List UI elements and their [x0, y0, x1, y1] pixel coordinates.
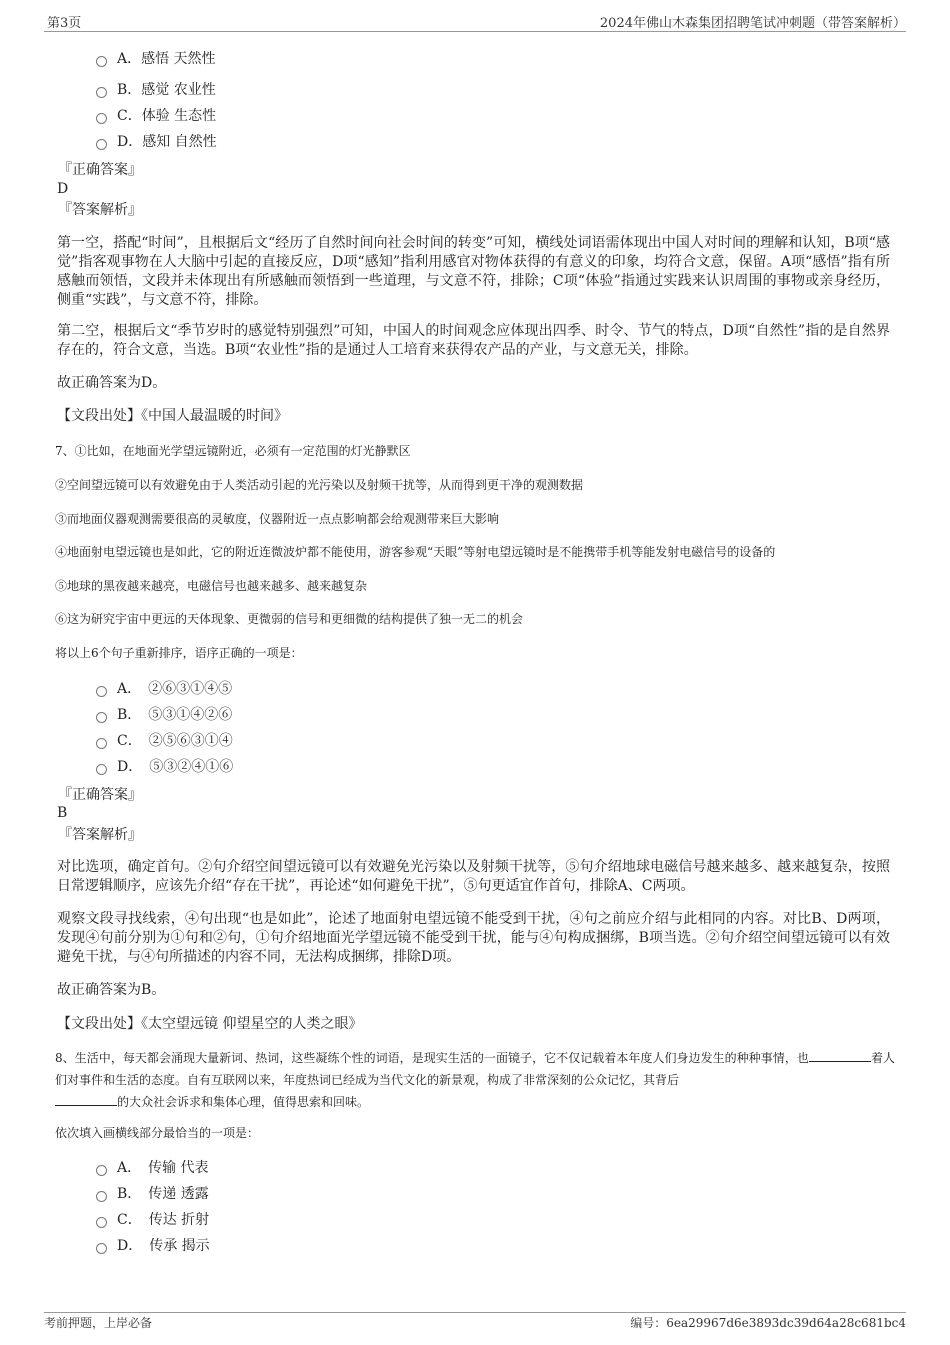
q7-sentence-3: ③而地面仪器观测需要很高的灵敏度，仪器附近一点点影响都会给观测带来巨大影响 — [55, 512, 500, 526]
q7-answer: B — [57, 805, 68, 821]
q7-sentence-6: ⑥这为研究宇宙中更远的天体现象、更微弱的信号和更细微的结构提供了独一无二的机会 — [55, 612, 524, 626]
q6-option-c[interactable] — [96, 107, 216, 125]
q7-source: 【文段出处】《太空望远镜 仰望星空的人类之眼》 — [57, 1016, 363, 1032]
q8-option-c[interactable] — [96, 1211, 209, 1229]
option-label: B． 传递 透露 — [117, 1186, 209, 1202]
q7-option-d[interactable] — [96, 758, 233, 776]
option-label: A．感悟 天然性 — [117, 51, 216, 67]
option-label: D．感知 自然性 — [117, 134, 217, 150]
option-label: D． ⑤③②④①⑥ — [117, 759, 234, 775]
q7-sentence-1: 7、①比如，在地面光学望远镜附近，必须有一定范围的灯光静默区 — [55, 444, 411, 458]
q7-prompt: 将以上6个句子重新排序，语序正确的一项是： — [55, 646, 303, 660]
radio-icon[interactable] — [96, 113, 107, 124]
q7-sentence-2: ②空间望远镜可以有效避免由于人类活动引起的光污染以及射频干扰等，从而得到更干净的观测数据 — [55, 478, 584, 492]
q7-sentence-4: ④地面射电望远镜也是如此，它的附近连微波炉都不能使用，游客参观“天眼”等射电望远镜时是不能携带手机等能发射电磁信号的设备的 — [55, 545, 776, 559]
q8-text-part-1: 8、生活中，每天都会涌现大量新词、热词，这些凝练个性的词语，是现实生活的一面镜子，它不仅记载着本年度人们身边发生的种种事情，也 — [55, 1051, 809, 1065]
q8-prompt: 依次填入画横线部分最恰当的一项是： — [55, 1126, 260, 1140]
document-id: 编号：6ea29967d6e3893dc39d64a28c681bc4 — [630, 1316, 906, 1330]
q7-answer-label: 『正确答案』 — [58, 787, 142, 803]
q6-option-a[interactable] — [96, 50, 216, 68]
option-label: A． ②⑥③①④⑤ — [117, 681, 233, 697]
header-divider — [44, 31, 906, 32]
option-label: B．感觉 农业性 — [117, 82, 216, 98]
q8-text-part-2: 着人们对事件和生活的态度。自有互联网以来，年度热词已经成为当代文化的新景观，构成了非常深刻的公众记忆，其背后 — [55, 1051, 895, 1087]
q7-analysis-para-2: 观察文段寻找线索，④句出现“也是如此”，论述了地面射电望远镜不能受到干扰，④句之前应介绍与此相同的内容。对比B、D两项，发现④句前分别为①句和②句，①句介绍地面光学望远镜不能受到干扰，能与④句构成捆绑，B项当选。②句介绍空间望远镜可以有效避免干扰，与④句所描述的内容不同，无法构成捆绑，排除D项。 — [57, 911, 890, 965]
q7-option-b[interactable] — [96, 706, 232, 724]
document-title: 2024年佛山木森集团招聘笔试冲刺题（带答案解析） — [599, 16, 906, 31]
radio-icon[interactable] — [96, 1191, 107, 1202]
q6-option-d[interactable] — [96, 133, 217, 151]
q8-question-text — [55, 1047, 895, 1113]
footer-slogan: 考前押题，上岸必备 — [44, 1316, 153, 1330]
q6-option-b[interactable] — [96, 81, 216, 99]
radio-icon[interactable] — [96, 139, 107, 150]
radio-icon[interactable] — [96, 1165, 107, 1176]
q6-analysis-para-1: 第一空，搭配“时间”，且根据后文“经历了自然时间向社会时间的转变”可知，横线处词语需体现出中国人对时间的理解和认知，B项“感觉”指客观事物在人大脑中引起的直接反应，D项“感知”指利用感官对物体获得的有意义的印象，均符合文意，保留。A项“感悟”指有所感触而领悟，文段并未体现出有所感触而领悟到一些道理，与文意不符，排除；C项“体验”指通过实践来认识周围的事物或亲身经历，侧重“实践”，与文意不符，排除。 — [57, 235, 890, 308]
radio-icon[interactable] — [96, 56, 107, 67]
page-number: 第3页 — [47, 16, 82, 31]
q7-option-a[interactable] — [96, 680, 232, 698]
q7-conclusion: 故正确答案为B。 — [57, 982, 166, 998]
footer-divider — [44, 1312, 906, 1313]
option-label: C． 传达 折射 — [117, 1212, 210, 1228]
q7-option-c[interactable] — [96, 732, 233, 750]
q8-option-b[interactable] — [96, 1185, 209, 1203]
q6-answer-label: 『正确答案』 — [58, 162, 142, 178]
q7-analysis-label: 『答案解析』 — [58, 827, 142, 843]
option-label: C．体验 生态性 — [117, 108, 217, 124]
fill-blank-1[interactable] — [809, 1049, 871, 1062]
q8-option-d[interactable] — [96, 1237, 210, 1255]
option-label: B． ⑤③①④②⑥ — [117, 707, 233, 723]
q6-analysis-label: 『答案解析』 — [58, 202, 142, 218]
q6-source: 【文段出处】《中国人最温暖的时间》 — [57, 408, 288, 424]
fill-blank-2[interactable] — [55, 1093, 117, 1106]
radio-icon[interactable] — [96, 1217, 107, 1228]
q7-analysis-para-1: 对比选项，确定首句。②句介绍空间望远镜可以有效避免光污染以及射频干扰等，⑤句介绍地球电磁信号越来越多、越来越复杂，按照日常逻辑顺序，应该先介绍“存在干扰”，再论述“如何避免干扰”，⑤句更适宜作首句，排除A、C两项。 — [57, 859, 890, 894]
q6-answer: D — [57, 181, 69, 197]
q8-option-a[interactable] — [96, 1159, 209, 1177]
option-label: D． 传承 揭示 — [117, 1238, 210, 1254]
q6-analysis-para-2: 第二空，根据后文“季节岁时的感觉特别强烈”可知，中国人的时间观念应体现出四季、时令、节气的特点，D项“自然性”指的是自然界存在的，符合文意，当选。B项“农业性”指的是通过人工培育来获得农产品的产业，与文意无关，排除。 — [57, 323, 890, 358]
q7-sentence-5: ⑤地球的黑夜越来越亮，电磁信号也越来越多、越来越复杂 — [55, 579, 368, 593]
radio-icon[interactable] — [96, 1243, 107, 1254]
q6-conclusion: 故正确答案为D。 — [57, 375, 167, 391]
q8-text-part-3: 的大众社会诉求和集体心理，值得思索和回味。 — [117, 1095, 370, 1109]
radio-icon[interactable] — [96, 712, 107, 723]
radio-icon[interactable] — [96, 738, 107, 749]
radio-icon[interactable] — [96, 764, 107, 775]
radio-icon[interactable] — [96, 87, 107, 98]
radio-icon[interactable] — [96, 686, 107, 697]
option-label: C． ②⑤⑥③①④ — [117, 733, 233, 749]
option-label: A． 传输 代表 — [117, 1160, 209, 1176]
